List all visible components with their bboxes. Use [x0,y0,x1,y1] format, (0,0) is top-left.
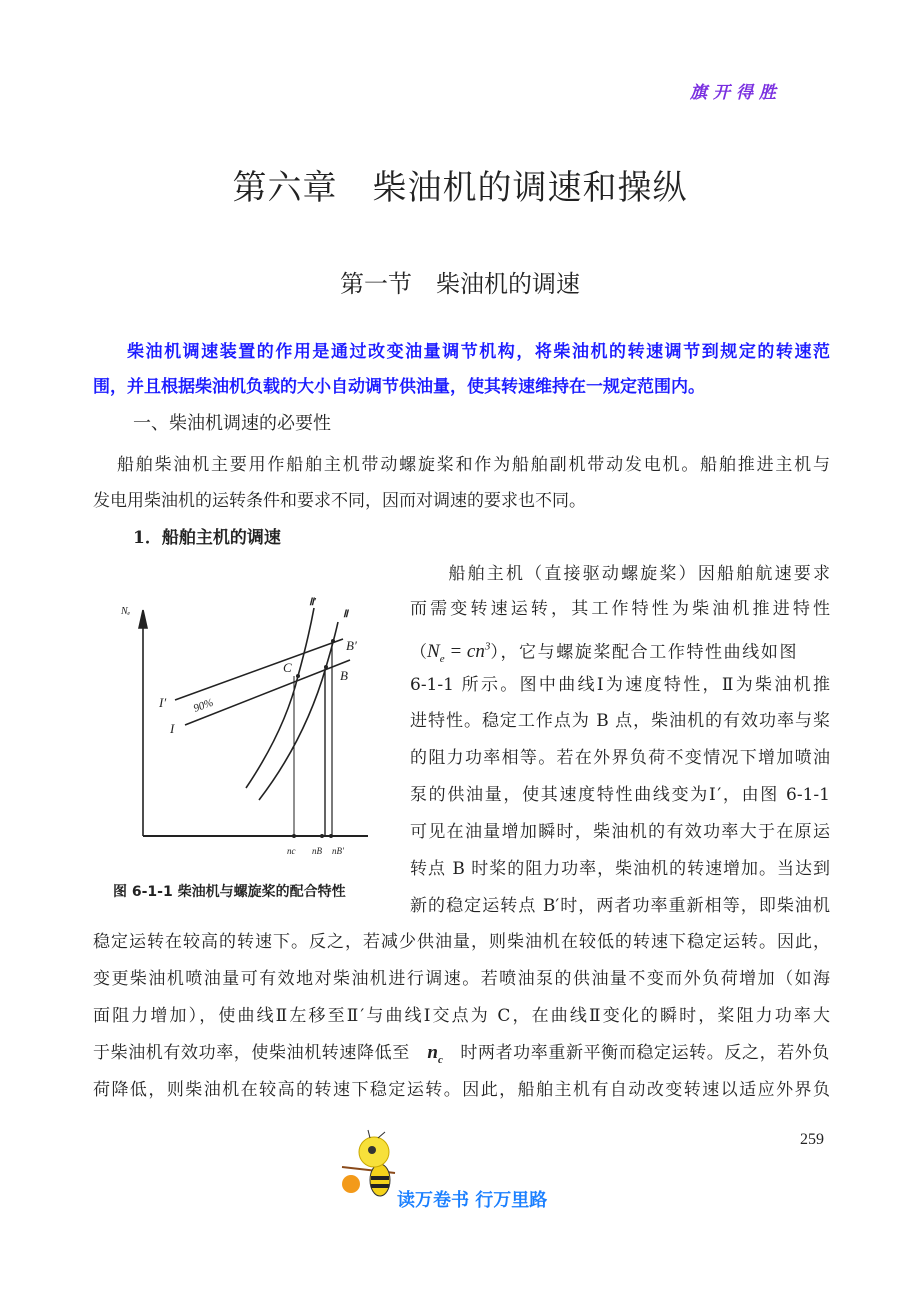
point-C [296,674,300,678]
curve-II [259,622,338,800]
chapter-title: 第六章 柴油机的调速和操纵 [232,168,688,208]
figure-caption: 图 6-1-1 柴油机与螺旋桨的配合特性 [113,884,346,900]
formula-line-rest: ），它与螺旋桨配合工作特性曲线如图 [490,642,799,663]
paragraph-line: 发电用柴油机的运转条件和要求不同，因而对调速的要求也不同。 [93,491,586,511]
y-axis-arrow-icon [139,610,147,628]
nc-sub: c [437,1053,443,1066]
paragraph-line-nc [93,1042,830,1064]
nc-symbol [427,1042,442,1064]
formula-exp: 3 [484,641,491,653]
bee-mascot-icon [340,1128,400,1204]
header-motto: 旗开得胜 [690,83,782,103]
tick-nB [320,834,324,838]
paragraph-line: 船舶柴油机主要用作船舶主机带动螺旋桨和作为船舶副机带动发电机。船舶推进主机与 [117,455,830,475]
label-I-prime: I′ [159,695,167,710]
paragraph-line: 转点 B 时桨的阻力功率，柴油机的转速增加。当达到 [410,859,830,879]
tick-nB-prime [329,834,333,838]
paren-open: （ [410,642,427,663]
tick-nc [292,834,296,838]
label-B-prime: B′ [346,638,357,653]
point-B-prime [331,639,335,643]
text-before: 于柴油机有效功率，使柴油机转速降低至 [93,1043,410,1063]
label-B: B [340,668,348,683]
footer-slogan: 读万卷书 行万里路 [397,1190,548,1211]
label-II: Ⅱ [343,609,348,620]
label-nB-prime: nB′ [332,846,344,856]
label-90-percent: 90% [191,696,215,715]
label-C: C [283,660,292,675]
label-nB: nB [312,846,322,856]
point-B [324,665,328,669]
formula-sub: e [439,653,445,666]
heading-necessity: 一、柴油机调速的必要性 [133,413,331,434]
intro-line: 围，并且根据柴油机负载的大小自动调节供油量，使其转速维持在一规定范围内。 [93,377,705,397]
label-I: I [170,721,175,736]
intro-line: 柴油机调速装置的作用是通过改变油量调节机构，将柴油机的转速调节到规定的转速范 [127,342,830,362]
paragraph-line: 变更柴油机喷油量可有效地对柴油机进行调速。若喷油泵的供油量不变而外负荷增加（如海 [93,969,830,989]
paragraph-line: 进特性。稳定工作点为 B 点，柴油机的有效功率与桨 [410,711,830,731]
paragraph-line: 6-1-1 所示。图中曲线Ⅰ为速度特性，Ⅱ为柴油机推 [410,675,830,695]
label-nc: nc [287,846,296,856]
heading-main-engine: 1．船舶主机的调速 [133,528,281,548]
section-title: 第一节 柴油机的调速 [340,270,580,298]
label-y-axis: Nₑ [121,606,131,617]
formula-N: N [427,641,440,663]
curve-II-prime [246,608,314,788]
paragraph-line: 船舶主机（直接驱动螺旋桨）因船舶航速要求 [410,564,830,584]
paragraph-line: 新的稳定运转点 B′时，两者功率重新相等，即柴油机 [410,896,830,916]
paragraph-line: 而需变转速运转，其工作特性为柴油机推进特性 [410,599,830,619]
paragraph-line: 面阻力增加），使曲线Ⅱ左移至Ⅱ′与曲线Ⅰ交点为 C，在曲线Ⅱ变化的瞬时，桨阻力功率大 [93,1006,830,1026]
paragraph-line: 可见在油量增加瞬时，柴油机的有效功率大于在原运 [410,822,830,842]
paragraph-line: 稳定运转在较高的转速下。反之，若减少供油量，则柴油机在较低的转速下稳定运转。因此， [93,932,830,952]
paragraph-line: 泵的供油量，使其速度特性曲线变为Ⅰ′，由图 6-1-1 [410,785,830,805]
text-after: 时两者功率重新平衡而稳定运转。反之，若外负 [460,1043,830,1063]
paragraph-line: 荷降低，则柴油机在较高的转速下稳定运转。因此，船舶主机有自动改变转速以适应外界负 [93,1080,830,1100]
paragraph-line: 的阻力功率相等。若在外界负荷不变情况下增加喷油 [410,748,830,768]
formula-rhs: = cn [444,641,485,663]
label-II-prime: Ⅱ′ [309,597,317,608]
nc-n: n [427,1042,438,1063]
page-number: 259 [800,1131,824,1148]
